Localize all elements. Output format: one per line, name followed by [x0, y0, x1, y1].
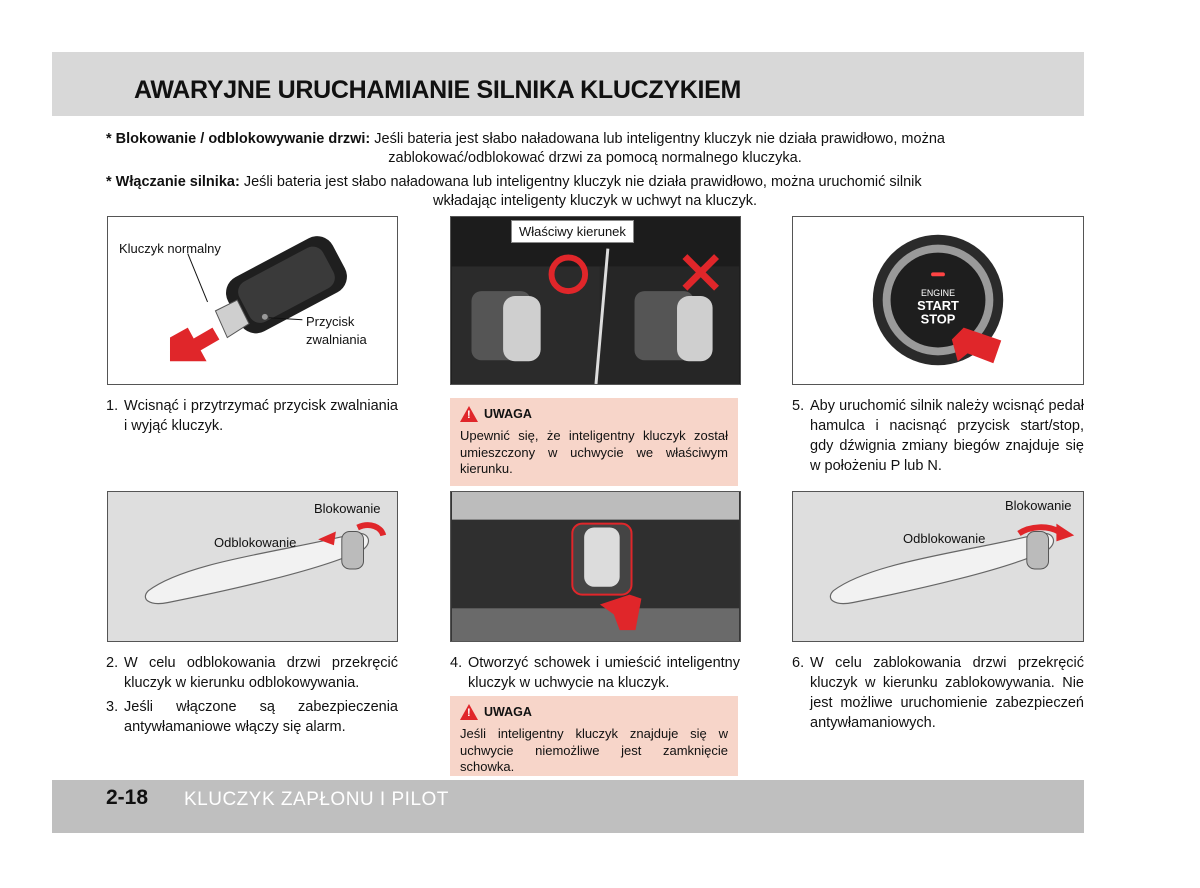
start-line3: STOP — [920, 311, 956, 327]
step-3-number: 3. — [106, 699, 119, 715]
start-line2: START — [917, 297, 959, 313]
warning-box-1 — [450, 398, 738, 486]
section-name: KLUCZYK ZAPŁONU I PILOT — [184, 789, 449, 810]
intro-doors-text-1: Jeśli bateria jest słabo naładowana lub inteligentny kluczyk nie działa prawidłowo, można — [374, 131, 945, 147]
label-unlock-left: Odblokowanie — [214, 535, 297, 550]
intro-doors — [106, 130, 1084, 168]
step-2-number: 2. — [106, 655, 119, 671]
warning-icon — [460, 704, 478, 720]
step-3 — [106, 697, 398, 737]
intro-engine — [106, 173, 1084, 211]
figure-door-handle-lock — [792, 491, 1084, 642]
step-4-number: 4. — [450, 655, 463, 671]
label-lock-right: Blokowanie — [1005, 498, 1072, 513]
label-normal-key: Kluczyk normalny — [119, 241, 221, 256]
intro-engine-text-1: Jeśli bateria jest słabo naładowana lub inteligentny kluczyk nie działa prawidłowo, można uruchomić silnik — [243, 174, 922, 190]
label-unlock-right: Odblokowanie — [903, 531, 986, 546]
warning-1-text: Upewnić się, że inteligentny kluczyk został umieszczony w uchwycie we właściwym kierunku. — [460, 428, 728, 476]
figure-door-handle-unlock — [107, 491, 398, 642]
warning-1-title: UWAGA — [484, 407, 532, 421]
step-6-number: 6. — [792, 655, 805, 671]
label-release-button: Przycisk zwalniania — [306, 314, 367, 347]
start-button-illustration — [793, 217, 1083, 384]
callout-correct-direction: Właściwy kierunek — [511, 220, 634, 243]
step-2 — [106, 653, 398, 693]
step-1-text: Wcisnąć i przytrzymać przycisk zwalniania i wyjąć kluczyk. — [124, 398, 398, 434]
figure-start-button — [792, 216, 1084, 385]
figure-key-removal — [107, 216, 398, 385]
warning-box-2 — [450, 696, 738, 776]
page-title: AWARYJNE URUCHAMIANIE SILNIKA KLUCZYKIEM — [134, 76, 741, 104]
step-5 — [792, 396, 1084, 476]
step-1 — [106, 396, 398, 436]
page-number: 2-18 — [106, 786, 149, 809]
step-4 — [450, 653, 740, 693]
intro-engine-text-2: wkładając inteligenty kluczyk w uchwyt na kluczyk. — [433, 193, 757, 209]
step-5-number: 5. — [792, 398, 805, 414]
figure-glove-box — [450, 491, 741, 642]
step-3-text: Jeśli włączone są zabezpieczenia antywłamaniowe włączy się alarm. — [124, 699, 398, 735]
intro-engine-label: * Włączanie silnika: — [106, 174, 240, 190]
warning-2-title: UWAGA — [484, 705, 532, 719]
step-6 — [792, 653, 1084, 733]
door-handle-right-illustration — [793, 492, 1083, 641]
start-line1: ENGINE — [920, 288, 956, 299]
label-lock-left: Blokowanie — [314, 501, 381, 516]
step-2-text: W celu odblokowania drzwi przekręcić kluczyk w kierunku odblokowywania. — [124, 655, 398, 691]
step-5-text: Aby uruchomić silnik należy wcisnąć pedał hamulca i nacisnąć przycisk start/stop, gdy dźwignia zmiany biegów znajduje się w położeniu P lub N. — [810, 398, 1084, 474]
intro-doors-text-2: zablokować/odblokować drzwi za pomocą normalnego kluczyka. — [388, 150, 802, 166]
intro-doors-label: * Blokowanie / odblokowywanie drzwi: — [106, 131, 371, 147]
warning-icon — [460, 406, 478, 422]
glove-box-illustration — [451, 492, 740, 641]
step-6-text: W celu zablokowania drzwi przekręcić kluczyk w kierunku zablokowywania. Nie jest możliwe uruchomienie zabezpieczeń antywłamaniowych. — [810, 655, 1084, 731]
step-4-text: Otworzyć schowek i umieścić inteligentny kluczyk w uchwycie na kluczyk. — [468, 655, 740, 691]
warning-2-text: Jeśli inteligentny kluczyk znajduje się w uchwycie niemożliwe jest zamknięcie schowka. — [460, 726, 728, 774]
step-1-number: 1. — [106, 398, 119, 414]
